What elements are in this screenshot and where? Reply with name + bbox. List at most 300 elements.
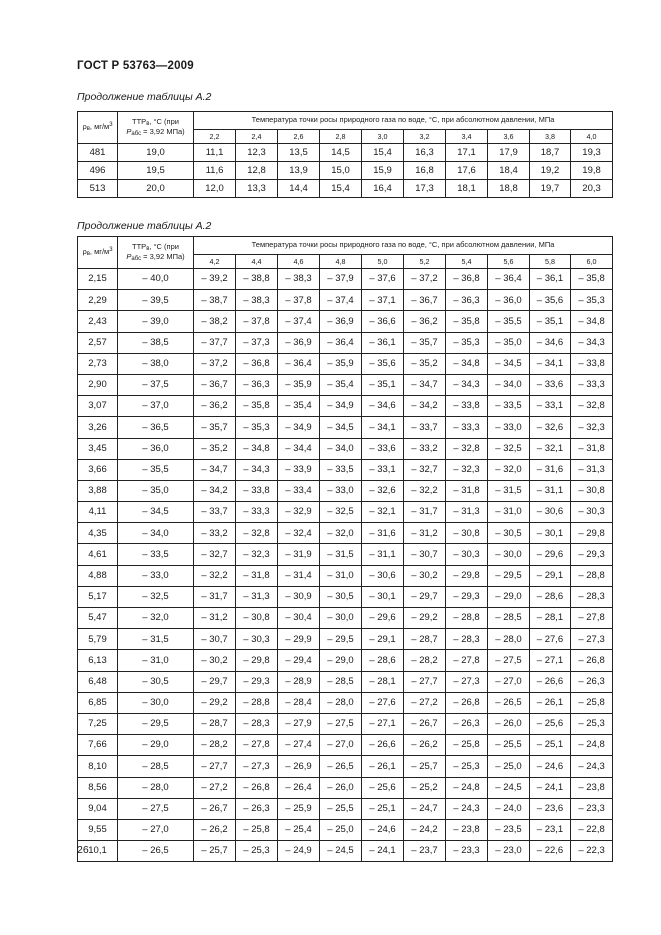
rho-cell: 4,88	[78, 565, 118, 586]
dew-point-cell: – 34,7	[404, 374, 446, 395]
dew-point-cell: – 30,8	[446, 523, 488, 544]
header-dew-point-group: Температура точки росы природного газа по воде, °С, при абсолютном давлении, МПа	[194, 112, 613, 130]
dew-point-cell: – 30,0	[320, 608, 362, 629]
dew-point-cell: – 32,5	[488, 438, 530, 459]
rho-cell: 3,66	[78, 459, 118, 480]
pressure-header-cell: 5,0	[362, 255, 404, 269]
dew-point-cell: – 32,3	[236, 544, 278, 565]
dew-point-cell: – 26,2	[194, 819, 236, 840]
ttr-cell: – 34,5	[118, 502, 194, 523]
ttr-cell: – 40,0	[118, 269, 194, 290]
table-row	[78, 374, 613, 395]
dew-point-cell: 19,7	[530, 180, 571, 198]
dew-point-cell: – 31,9	[278, 544, 320, 565]
dew-point-cell: – 32,6	[530, 417, 571, 438]
dew-point-cell: – 23,8	[446, 819, 488, 840]
dew-point-cell: 17,1	[446, 144, 488, 162]
dew-point-cell: – 26,8	[446, 692, 488, 713]
dew-point-cell: – 29,1	[362, 629, 404, 650]
dew-point-cell: – 27,4	[278, 735, 320, 756]
dew-point-cell: – 36,2	[194, 396, 236, 417]
dew-point-cell: – 35,5	[488, 311, 530, 332]
dew-point-cell: – 27,7	[404, 671, 446, 692]
dew-point-cell: – 35,4	[320, 374, 362, 395]
pressure-header-cell: 2,4	[236, 130, 278, 144]
dew-point-cell: – 33,3	[236, 502, 278, 523]
ttr-cell: – 35,0	[118, 480, 194, 501]
dew-point-cell: – 34,1	[530, 353, 571, 374]
dew-point-cell: – 25,7	[404, 756, 446, 777]
dew-point-cell: – 29,2	[194, 692, 236, 713]
dew-point-cell: – 24,1	[530, 777, 571, 798]
dew-point-cell: – 31,0	[320, 565, 362, 586]
table-row	[78, 819, 613, 840]
table-row	[78, 798, 613, 819]
dew-point-cell: – 28,8	[571, 565, 613, 586]
dew-point-cell: – 28,4	[278, 692, 320, 713]
dew-point-cell: – 26,4	[278, 777, 320, 798]
dew-point-cell: – 37,1	[362, 290, 404, 311]
ttr-cell: – 36,0	[118, 438, 194, 459]
dew-point-cell: – 23,3	[446, 841, 488, 862]
dew-point-cell: – 37,7	[194, 332, 236, 353]
dew-point-cell: 16,8	[404, 162, 446, 180]
dew-point-cell: – 35,6	[362, 353, 404, 374]
dew-point-cell: – 31,8	[446, 480, 488, 501]
dew-point-cell: 19,2	[530, 162, 571, 180]
dew-point-cell: – 26,8	[571, 650, 613, 671]
dew-point-cell: – 31,6	[530, 459, 571, 480]
dew-point-cell: – 28,5	[320, 671, 362, 692]
rho-cell: 513	[78, 180, 118, 198]
dew-point-cell: – 32,2	[194, 565, 236, 586]
document-title: ГОСТ Р 53763—2009	[77, 60, 194, 72]
dew-point-cell: – 27,3	[236, 756, 278, 777]
table-row	[78, 502, 613, 523]
dew-point-cell: – 23,1	[530, 819, 571, 840]
dew-point-cell: – 35,1	[530, 311, 571, 332]
dew-point-cell: – 31,8	[236, 565, 278, 586]
dew-point-cell: – 30,7	[404, 544, 446, 565]
header-rho: ρв, $мг/м^3$	[78, 237, 118, 269]
table-row	[78, 608, 613, 629]
dew-point-cell: – 29,4	[278, 650, 320, 671]
dew-point-cell: – 23,3	[571, 798, 613, 819]
dew-point-cell: 13,3	[236, 180, 278, 198]
dew-point-cell: – 31,7	[194, 586, 236, 607]
dew-point-cell: – 36,6	[362, 311, 404, 332]
ttr-cell: – 39,0	[118, 311, 194, 332]
rho-cell: 5,17	[78, 586, 118, 607]
dew-point-cell: – 38,7	[194, 290, 236, 311]
dew-point-cell: – 33,0	[320, 480, 362, 501]
dew-point-cell: – 30,8	[571, 480, 613, 501]
table-row	[78, 332, 613, 353]
dew-point-cell: – 24,3	[446, 798, 488, 819]
dew-point-cell: – 38,2	[194, 311, 236, 332]
table-row	[78, 544, 613, 565]
dew-point-cell: – 34,8	[446, 353, 488, 374]
pressure-header-cell: 3,0	[362, 130, 404, 144]
dew-point-cell: – 25,8	[446, 735, 488, 756]
rho-cell: 2,73	[78, 353, 118, 374]
dew-point-cell: – 26,9	[278, 756, 320, 777]
dew-point-cell: – 36,7	[404, 290, 446, 311]
dew-point-cell: – 30,0	[488, 544, 530, 565]
table-row	[78, 459, 613, 480]
dew-point-cell: – 35,0	[488, 332, 530, 353]
header-rho: ρв, $мг/м^3$	[78, 112, 118, 144]
dew-point-cell: – 28,8	[446, 608, 488, 629]
dew-point-cell: – 29,0	[320, 650, 362, 671]
dew-point-cell: – 26,3	[446, 713, 488, 734]
header-ttr: ТТРв, °С (при Pабс = 3,92 МПа)	[118, 237, 194, 269]
dew-point-cell: – 36,4	[488, 269, 530, 290]
ttr-cell: – 35,5	[118, 459, 194, 480]
dew-point-cell: – 37,3	[236, 332, 278, 353]
rho-cell: 6,48	[78, 671, 118, 692]
dew-point-cell: – 28,3	[571, 586, 613, 607]
dew-point-cell: – 28,3	[446, 629, 488, 650]
table-row	[78, 650, 613, 671]
dew-point-cell: – 27,8	[446, 650, 488, 671]
dew-point-cell: – 28,6	[362, 650, 404, 671]
dew-point-cell: – 26,1	[362, 756, 404, 777]
dew-point-cell: 15,4	[362, 144, 404, 162]
dew-point-cell: – 29,9	[278, 629, 320, 650]
dew-point-cell: – 28,8	[236, 692, 278, 713]
dew-point-cell: – 23,5	[488, 819, 530, 840]
dew-point-cell: – 35,4	[278, 396, 320, 417]
dew-point-cell: – 25,5	[320, 798, 362, 819]
dew-point-cell: – 25,4	[278, 819, 320, 840]
dew-point-cell: – 33,3	[571, 374, 613, 395]
dew-point-cell: 16,4	[362, 180, 404, 198]
dew-point-cell: – 26,6	[530, 671, 571, 692]
dew-point-cell: 12,8	[236, 162, 278, 180]
dew-point-cell: – 32,8	[446, 438, 488, 459]
dew-point-cell: – 30,7	[194, 629, 236, 650]
dew-point-cell: – 35,7	[194, 417, 236, 438]
dew-point-cell: – 32,0	[320, 523, 362, 544]
rho-cell: 2,57	[78, 332, 118, 353]
dew-point-cell: – 34,8	[236, 438, 278, 459]
ttr-cell: – 34,0	[118, 523, 194, 544]
dew-point-cell: – 28,3	[236, 713, 278, 734]
rho-cell: 9,04	[78, 798, 118, 819]
ttr-cell: 19,5	[118, 162, 194, 180]
dew-point-cell: – 34,2	[194, 480, 236, 501]
table-row	[78, 353, 613, 374]
rho-cell: 6,13	[78, 650, 118, 671]
ttr-cell: – 28,0	[118, 777, 194, 798]
dew-point-cell: 13,5	[278, 144, 320, 162]
table-row	[78, 523, 613, 544]
dew-point-cell: – 31,5	[488, 480, 530, 501]
dew-point-cell: – 32,1	[362, 502, 404, 523]
table-row	[78, 671, 613, 692]
ttr-cell: – 38,5	[118, 332, 194, 353]
dew-point-cell: – 24,8	[446, 777, 488, 798]
dew-point-cell: – 29,0	[488, 586, 530, 607]
rho-cell: 2,29	[78, 290, 118, 311]
dew-point-cell: – 27,2	[194, 777, 236, 798]
rho-cell: 10,1	[78, 841, 118, 862]
dew-point-cell: – 29,7	[404, 586, 446, 607]
table-row	[78, 144, 613, 162]
table-row	[78, 417, 613, 438]
dew-point-cell: – 32,3	[571, 417, 613, 438]
dew-point-cell: – 31,3	[446, 502, 488, 523]
dew-point-cell: 15,4	[320, 180, 362, 198]
dew-point-cell: – 27,8	[236, 735, 278, 756]
dew-point-cell: – 32,7	[194, 544, 236, 565]
dew-point-cell: – 36,8	[446, 269, 488, 290]
rho-cell: 2,90	[78, 374, 118, 395]
dew-point-cell: – 30,2	[404, 565, 446, 586]
dew-point-cell: – 24,0	[488, 798, 530, 819]
table-top	[77, 111, 613, 198]
dew-point-cell: – 36,1	[530, 269, 571, 290]
dew-point-cell: – 30,3	[571, 502, 613, 523]
dew-point-cell: – 27,8	[571, 608, 613, 629]
dew-point-cell: – 28,6	[530, 586, 571, 607]
dew-point-cell: – 32,8	[236, 523, 278, 544]
dew-point-cell: – 27,2	[404, 692, 446, 713]
dew-point-cell: – 34,0	[320, 438, 362, 459]
table-row	[78, 438, 613, 459]
table-bottom	[77, 236, 613, 862]
dew-point-cell: – 33,8	[446, 396, 488, 417]
pressure-header-cell: 4,2	[194, 255, 236, 269]
dew-point-cell: – 36,8	[236, 353, 278, 374]
table-row	[78, 841, 613, 862]
table-row	[78, 269, 613, 290]
dew-point-cell: – 37,8	[278, 290, 320, 311]
dew-point-cell: – 28,7	[194, 713, 236, 734]
dew-point-cell: – 23,7	[404, 841, 446, 862]
dew-point-cell: – 32,9	[278, 502, 320, 523]
dew-point-cell: – 35,1	[362, 374, 404, 395]
dew-point-cell: – 26,5	[320, 756, 362, 777]
dew-point-cell: – 31,0	[488, 502, 530, 523]
dew-point-cell: – 33,8	[236, 480, 278, 501]
header-ttr: ТТРв, °С (при Pабс = 3,92 МПа)	[118, 112, 194, 144]
pressure-header-cell: 2,6	[278, 130, 320, 144]
dew-point-cell: – 35,2	[194, 438, 236, 459]
rho-cell: 2,43	[78, 311, 118, 332]
dew-point-cell: – 28,2	[194, 735, 236, 756]
dew-point-cell: – 34,5	[320, 417, 362, 438]
dew-point-cell: – 32,4	[278, 523, 320, 544]
dew-point-cell: 18,8	[488, 180, 530, 198]
table-row	[78, 692, 613, 713]
ttr-cell: – 30,0	[118, 692, 194, 713]
pressure-header-cell: 2,2	[194, 130, 236, 144]
dew-point-cell: 14,5	[320, 144, 362, 162]
dew-point-cell: – 37,8	[236, 311, 278, 332]
table-row	[78, 713, 613, 734]
dew-point-cell: – 27,7	[194, 756, 236, 777]
dew-point-cell: – 32,0	[488, 459, 530, 480]
rho-cell: 3,07	[78, 396, 118, 417]
rho-cell: 3,26	[78, 417, 118, 438]
dew-point-cell: – 32,1	[530, 438, 571, 459]
dew-point-cell: – 30,1	[362, 586, 404, 607]
table-row	[78, 162, 613, 180]
dew-point-cell: – 26,3	[236, 798, 278, 819]
pressure-header-cell: 3,8	[530, 130, 571, 144]
dew-point-cell: – 35,3	[446, 332, 488, 353]
pressure-header-cell: 4,6	[278, 255, 320, 269]
dew-point-cell: – 34,0	[488, 374, 530, 395]
rho-cell: 4,11	[78, 502, 118, 523]
dew-point-cell: – 34,3	[236, 459, 278, 480]
dew-point-cell: – 34,5	[488, 353, 530, 374]
ttr-cell: – 32,0	[118, 608, 194, 629]
dew-point-cell: – 29,8	[236, 650, 278, 671]
ttr-cell: 19,0	[118, 144, 194, 162]
dew-point-cell: – 29,2	[404, 608, 446, 629]
dew-point-cell: – 24,1	[362, 841, 404, 862]
dew-point-cell: – 28,0	[488, 629, 530, 650]
dew-point-cell: – 33,1	[362, 459, 404, 480]
dew-point-cell: – 36,4	[320, 332, 362, 353]
dew-point-cell: – 36,9	[320, 311, 362, 332]
dew-point-cell: 15,0	[320, 162, 362, 180]
dew-point-cell: – 27,3	[571, 629, 613, 650]
dew-point-cell: – 29,1	[530, 565, 571, 586]
ttr-cell: – 26,5	[118, 841, 194, 862]
dew-point-cell: 14,4	[278, 180, 320, 198]
dew-point-cell: – 30,4	[278, 608, 320, 629]
table-row	[78, 290, 613, 311]
dew-point-cell: – 33,0	[488, 417, 530, 438]
table-row	[78, 586, 613, 607]
dew-point-cell: – 38,8	[236, 269, 278, 290]
dew-point-cell: – 34,4	[278, 438, 320, 459]
dew-point-cell: – 26,0	[488, 713, 530, 734]
dew-point-cell: – 25,1	[362, 798, 404, 819]
dew-point-cell: – 29,6	[530, 544, 571, 565]
dew-point-cell: 19,8	[571, 162, 613, 180]
dew-point-cell: – 36,4	[278, 353, 320, 374]
dew-point-cell: – 31,7	[404, 502, 446, 523]
dew-point-cell: 18,7	[530, 144, 571, 162]
table-row	[78, 480, 613, 501]
rho-cell: 4,35	[78, 523, 118, 544]
dew-point-cell: – 37,2	[194, 353, 236, 374]
dew-point-cell: – 25,6	[362, 777, 404, 798]
dew-point-cell: – 36,3	[236, 374, 278, 395]
table-row	[78, 629, 613, 650]
dew-point-cell: – 25,3	[446, 756, 488, 777]
dew-point-cell: 17,3	[404, 180, 446, 198]
table-row	[78, 396, 613, 417]
dew-point-cell: – 31,1	[362, 544, 404, 565]
dew-point-cell: – 34,9	[320, 396, 362, 417]
dew-point-cell: – 33,6	[362, 438, 404, 459]
dew-point-cell: – 34,3	[446, 374, 488, 395]
pressure-header-cell: 5,4	[446, 255, 488, 269]
dew-point-cell: – 34,6	[362, 396, 404, 417]
dew-point-cell: – 34,8	[571, 311, 613, 332]
dew-point-cell: – 31,2	[194, 608, 236, 629]
dew-point-cell: – 29,8	[446, 565, 488, 586]
pressure-header-cell: 4,0	[571, 130, 613, 144]
dew-point-cell: – 33,1	[530, 396, 571, 417]
dew-point-cell: – 28,1	[362, 671, 404, 692]
dew-point-cell: – 36,0	[488, 290, 530, 311]
pressure-header-cell: 5,8	[530, 255, 571, 269]
dew-point-cell: – 33,6	[530, 374, 571, 395]
dew-point-cell: – 29,3	[236, 671, 278, 692]
dew-point-cell: – 23,0	[488, 841, 530, 862]
dew-point-cell: – 32,5	[320, 502, 362, 523]
dew-point-cell: – 28,9	[278, 671, 320, 692]
ttr-cell: – 36,5	[118, 417, 194, 438]
dew-point-cell: 17,6	[446, 162, 488, 180]
dew-point-cell: – 26,2	[404, 735, 446, 756]
dew-point-cell: – 39,2	[194, 269, 236, 290]
dew-point-cell: – 32,8	[571, 396, 613, 417]
dew-point-cell: – 35,7	[404, 332, 446, 353]
ttr-cell: – 31,5	[118, 629, 194, 650]
dew-point-cell: – 36,7	[194, 374, 236, 395]
dew-point-cell: – 35,3	[571, 290, 613, 311]
dew-point-cell: – 35,2	[404, 353, 446, 374]
dew-point-cell: – 31,4	[278, 565, 320, 586]
dew-point-cell: – 36,2	[404, 311, 446, 332]
dew-point-cell: – 26,7	[404, 713, 446, 734]
dew-point-cell: – 35,3	[236, 417, 278, 438]
dew-point-cell: – 22,8	[571, 819, 613, 840]
dew-point-cell: – 29,5	[320, 629, 362, 650]
rho-cell: 8,56	[78, 777, 118, 798]
dew-point-cell: – 31,5	[320, 544, 362, 565]
ttr-cell: – 38,0	[118, 353, 194, 374]
page-number: 26	[77, 844, 89, 856]
dew-point-cell: – 28,2	[404, 650, 446, 671]
dew-point-cell: 11,6	[194, 162, 236, 180]
rho-cell: 5,79	[78, 629, 118, 650]
header-dew-point-group: Температура точки росы природного газа по воде, °С, при абсолютном давлении, МПа	[194, 237, 613, 255]
dew-point-cell: – 24,2	[404, 819, 446, 840]
dew-point-cell: – 25,8	[236, 819, 278, 840]
dew-point-cell: – 27,3	[446, 671, 488, 692]
dew-point-cell: – 29,8	[571, 523, 613, 544]
dew-point-cell: – 26,7	[194, 798, 236, 819]
dew-point-cell: – 27,1	[530, 650, 571, 671]
ttr-cell: – 33,5	[118, 544, 194, 565]
ttr-cell: – 33,0	[118, 565, 194, 586]
dew-point-cell: – 27,5	[320, 713, 362, 734]
ttr-cell: – 30,5	[118, 671, 194, 692]
dew-point-cell: – 31,1	[530, 480, 571, 501]
dew-point-cell: – 24,5	[488, 777, 530, 798]
dew-point-cell: – 37,4	[278, 311, 320, 332]
dew-point-cell: – 35,9	[278, 374, 320, 395]
dew-point-cell: – 27,0	[320, 735, 362, 756]
table-top-caption: Продолжение таблицы А.2	[77, 91, 212, 103]
dew-point-cell: – 25,9	[278, 798, 320, 819]
dew-point-cell: – 30,9	[278, 586, 320, 607]
rho-cell: 3,88	[78, 480, 118, 501]
dew-point-cell: – 31,3	[236, 586, 278, 607]
dew-point-cell: 18,4	[488, 162, 530, 180]
dew-point-cell: – 30,1	[530, 523, 571, 544]
table-row	[78, 777, 613, 798]
